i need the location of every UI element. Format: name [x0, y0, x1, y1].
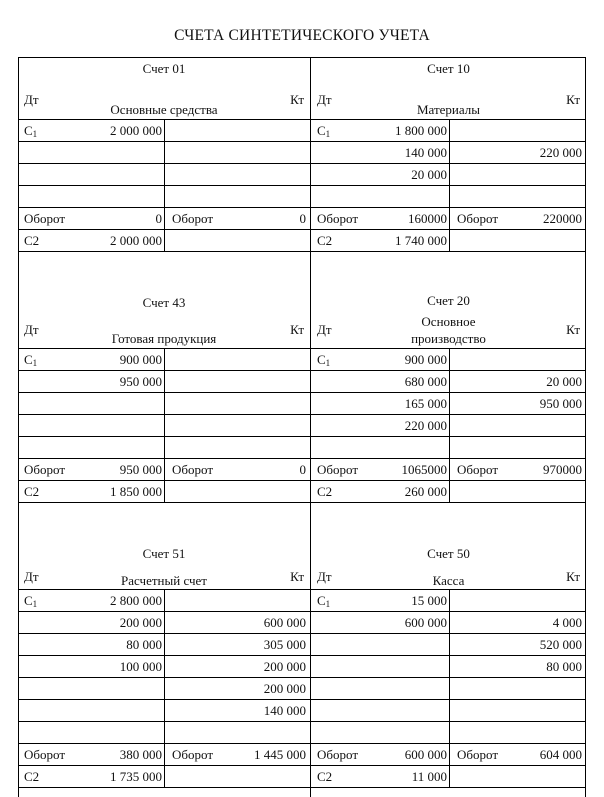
debit-credit-divider — [449, 678, 450, 699]
credit-label: Кт — [290, 92, 304, 107]
account-header: Счет 43 — [142, 295, 186, 310]
entry-row — [18, 656, 310, 678]
closing-balance-label: С2 — [317, 232, 333, 248]
opening-balance-value: 2 800 000 — [110, 592, 162, 608]
closing-balance-row — [311, 766, 586, 788]
turnover-row — [18, 744, 310, 766]
account-51 — [18, 0, 310, 791]
c1-letter: С — [317, 122, 326, 138]
debit-turnover-value: 950 000 — [119, 461, 162, 477]
account-name: производство — [411, 331, 486, 346]
debit-turnover-label: Оборот — [24, 461, 66, 477]
credit-turnover-label: Оборот — [457, 746, 499, 762]
credit-turnover-value: 1 445 000 — [254, 746, 306, 762]
c1-subscript: 1 — [325, 598, 331, 609]
closing-balance-row — [18, 766, 310, 788]
debit-turnover-value: 380 000 — [119, 746, 162, 762]
c1-subscript: 1 — [325, 128, 331, 139]
debit-label: Дт — [317, 322, 332, 337]
opening-balance-row — [18, 590, 310, 612]
credit-turnover-value: 0 — [299, 210, 306, 226]
credit-turnover-value: 0 — [299, 461, 306, 477]
closing-balance-label: С2 — [24, 483, 40, 499]
debit-label: Дт — [317, 569, 332, 584]
debit-label: Дт — [24, 569, 39, 584]
debit-credit-divider — [449, 612, 450, 633]
account-header: Счет 01 — [142, 61, 186, 76]
debit-credit-divider — [164, 656, 165, 677]
debit-amount: 140 000 — [404, 144, 447, 160]
turnover-row — [311, 744, 586, 766]
entry-row — [311, 612, 586, 634]
entry-row — [311, 634, 586, 656]
closing-balance-value: 1 735 000 — [110, 768, 162, 784]
debit-turnover-label: Оборот — [24, 746, 66, 762]
credit-label: Кт — [566, 92, 580, 107]
debit-turnover-value: 160000 — [408, 210, 447, 226]
account-name: Материалы — [416, 102, 480, 117]
credit-amount: 140 000 — [263, 702, 306, 718]
debit-credit-divider — [449, 744, 450, 765]
debit-credit-divider — [164, 700, 165, 721]
c1-letter: С — [24, 592, 33, 608]
credit-amount: 20 000 — [546, 373, 582, 389]
opening-balance-label — [317, 593, 330, 609]
credit-turnover-label: Оборот — [172, 210, 214, 226]
credit-turnover-value: 970000 — [543, 461, 582, 477]
closing-balance-label: С2 — [24, 232, 40, 248]
opening-balance-value: 900 000 — [119, 351, 162, 367]
entry-row — [18, 722, 310, 744]
closing-balance-label: С2 — [24, 768, 40, 784]
entry-row — [311, 722, 586, 744]
debit-amount: 20 000 — [411, 166, 447, 182]
debit-credit-divider — [449, 656, 450, 677]
credit-amount: 950 000 — [539, 395, 582, 411]
debit-label: Дт — [24, 322, 39, 337]
c1-subscript: 1 — [325, 357, 331, 368]
account-name: Готовая продукция — [111, 331, 217, 346]
debit-amount: 165 000 — [404, 395, 447, 411]
debit-amount: 220 000 — [404, 417, 447, 433]
credit-turnover-label: Оборот — [172, 746, 214, 762]
debit-credit-divider — [164, 678, 165, 699]
opening-balance-label — [24, 593, 37, 609]
c1-subscript: 1 — [32, 128, 38, 139]
credit-amount: 200 000 — [263, 680, 306, 696]
account-header: Счет 51 — [142, 546, 186, 561]
opening-balance-value: 15 000 — [411, 592, 447, 608]
entry-row — [18, 634, 310, 656]
credit-label: Кт — [290, 322, 304, 337]
debit-amount: 600 000 — [404, 614, 447, 630]
account-ledger-table — [311, 589, 586, 788]
entry-row — [18, 678, 310, 700]
account-name: Расчетный счет — [121, 573, 207, 588]
account-50 — [311, 0, 586, 791]
credit-amount: 200 000 — [263, 658, 306, 674]
credit-amount: 305 000 — [263, 636, 306, 652]
credit-amount: 600 000 — [263, 614, 306, 630]
debit-credit-divider — [449, 590, 450, 611]
debit-amount: 680 000 — [404, 373, 447, 389]
account-name: Основные средства — [110, 102, 218, 117]
debit-turnover-value: 1065000 — [401, 461, 447, 477]
debit-credit-divider — [164, 744, 165, 765]
debit-label: Дт — [24, 92, 39, 107]
entry-row — [311, 678, 586, 700]
entry-row — [311, 656, 586, 678]
debit-credit-divider — [164, 766, 165, 787]
debit-turnover-value: 600 000 — [404, 746, 447, 762]
credit-label: Кт — [290, 569, 304, 584]
entry-row — [311, 700, 586, 722]
credit-amount: 220 000 — [539, 144, 582, 160]
account-ledger-table — [18, 589, 310, 788]
debit-credit-divider — [449, 766, 450, 787]
closing-balance-label: С2 — [317, 768, 333, 784]
credit-turnover-label: Оборот — [457, 210, 499, 226]
credit-label: Кт — [566, 322, 580, 337]
debit-amount: 80 000 — [126, 636, 162, 652]
debit-turnover-label: Оборот — [317, 746, 359, 762]
credit-turnover-label: Оборот — [172, 461, 214, 477]
page-title: СЧЕТА СИНТЕТИЧЕСКОГО УЧЕТА — [174, 27, 430, 44]
debit-credit-divider — [164, 722, 165, 743]
debit-credit-divider — [449, 700, 450, 721]
debit-turnover-label: Оборот — [24, 210, 66, 226]
debit-credit-divider — [164, 612, 165, 633]
account-header: Счет 10 — [427, 61, 470, 76]
credit-turnover-value: 604 000 — [539, 746, 582, 762]
credit-turnover-label: Оборот — [457, 461, 499, 477]
debit-turnover-label: Оборот — [317, 461, 359, 477]
opening-balance-row — [311, 590, 586, 612]
debit-turnover-value: 0 — [155, 210, 162, 226]
debit-turnover-label: Оборот — [317, 210, 359, 226]
credit-amount: 4 000 — [552, 614, 582, 630]
closing-balance-value: 2 000 000 — [110, 232, 162, 248]
debit-amount: 100 000 — [119, 658, 162, 674]
debit-amount: 950 000 — [119, 373, 162, 389]
credit-label: Кт — [566, 569, 580, 584]
opening-balance-value: 2 000 000 — [110, 122, 162, 138]
closing-balance-value: 11 000 — [411, 768, 447, 784]
credit-amount: 80 000 — [546, 658, 582, 674]
debit-amount: 200 000 — [119, 614, 162, 630]
closing-balance-value: 1 850 000 — [110, 483, 162, 499]
entry-row — [18, 700, 310, 722]
c1-letter: С — [317, 351, 326, 367]
debit-credit-divider — [164, 590, 165, 611]
closing-balance-value: 1 740 000 — [395, 232, 447, 248]
c1-letter: С — [317, 592, 326, 608]
account-header: Счет 20 — [427, 293, 470, 308]
credit-amount: 520 000 — [539, 636, 582, 652]
credit-turnover-value: 220000 — [543, 210, 582, 226]
opening-balance-value: 900 000 — [404, 351, 447, 367]
c1-subscript: 1 — [32, 357, 38, 368]
account-name: Касса — [432, 573, 465, 588]
debit-credit-divider — [449, 722, 450, 743]
closing-balance-value: 260 000 — [404, 483, 447, 499]
account-name: Основное — [421, 314, 476, 329]
debit-credit-divider — [164, 634, 165, 655]
closing-balance-label: С2 — [317, 483, 333, 499]
c1-letter: С — [24, 351, 33, 367]
opening-balance-value: 1 800 000 — [395, 122, 447, 138]
entry-row — [18, 612, 310, 634]
debit-credit-divider — [449, 634, 450, 655]
c1-subscript: 1 — [32, 598, 38, 609]
debit-label: Дт — [317, 92, 332, 107]
account-header: Счет 50 — [427, 546, 470, 561]
c1-letter: С — [24, 122, 33, 138]
